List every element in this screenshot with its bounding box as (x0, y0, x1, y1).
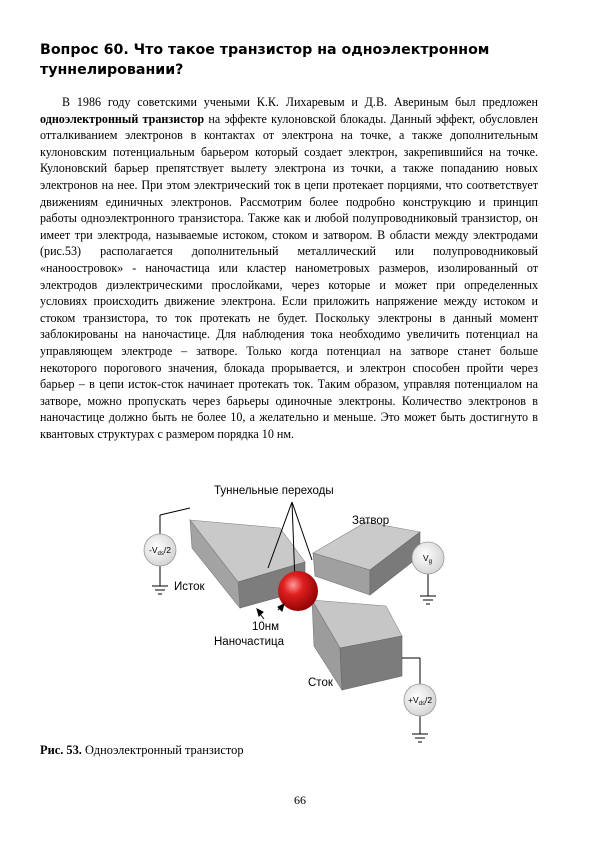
label-10nm: 10нм (252, 621, 280, 633)
transistor-figure (130, 478, 460, 748)
page-number: 66 (294, 793, 306, 807)
bold-term: одноэлектронный транзистор (40, 111, 205, 126)
caption-text: Одноэлектронный транзистор (81, 743, 244, 757)
heading-line-2: туннелировании? (40, 62, 184, 78)
label-nanoparticle: Наночастица (214, 636, 285, 648)
label-drain: Сток (308, 677, 333, 689)
paragraph-part-1: В 1986 году советскими учеными К.К. Лихаревым и Д.В. Авериным был предложен (62, 95, 538, 109)
heading-line-1: Вопрос 60. Что такое транзистор на одноэлектронном (40, 42, 490, 58)
label-vds-source: $-V_{ds}/2$ (149, 545, 171, 557)
label-vds-drain: $+V_{ds}/2$ (408, 695, 433, 707)
paragraph-part-2: на эффекте кулоновской блокады. Данный эффект, обусловлен отталкиванием электронов в контактах от электрона на точке, а также дополнительным кулоновским потенциальным барьером который создает электрон, закрепившийся на точке. Кулоновский барьер препятствует вылету электрона из точки, а также попаданию новых электронов на нее. При этом электрический ток в цепи протекает порциями, что соответствует движениям единичных электронов. Рассмотрим более подробно конструкцию и принцип работы одноэлектронного транзистора. Также как и любой полупроводниковый транзистор, он имеет три электрода, называемые истоком, стоком и затвором. В области между электродами (рис.53) располагается дополнительный металлический или полупроводниковый «наноостровок» - наночастица или кластер нанометровых размеров, изолированный от электродов диэлектрическими прослойками, через которые и может при определенных условиях происходить движение электрона. Если приложить напряжение между истоком и стоком транзистора, то ток протекать не будет. Поскольку электроны в данный момент заблокированы на наночастице. Для наблюдения тока необходимо увеличить потенциал на управляющем электроде – затворе. Только когда потенциал на затворе станет больше некоторого порогового значения, блокада прорывается, и электрон способен пройти через барьер – в цепи исток-сток начинает протекать ток. Таким образом, управляя потенциалом на затворе, можно пропускать через барьеры одиночные электроны. Количество электронов в наночастице должно быть не более 10, а желательно и меньше. Это может быть достигнуто в квантовых структурах с размером порядка 10 нм. (40, 111, 539, 441)
figure-caption (40, 742, 244, 758)
label-vg: $V_g$ (423, 553, 433, 565)
label-gate: Затвор (352, 515, 390, 527)
label-tunnel-junctions: Туннельные переходы (214, 485, 334, 497)
body-paragraph (40, 94, 538, 442)
label-source: Исток (174, 581, 205, 593)
gate-electrode (313, 522, 420, 595)
size-arrows (257, 604, 284, 619)
transistor-diagram (130, 478, 460, 748)
caption-number: Рис. 53. (40, 743, 82, 757)
section-heading (40, 40, 560, 80)
